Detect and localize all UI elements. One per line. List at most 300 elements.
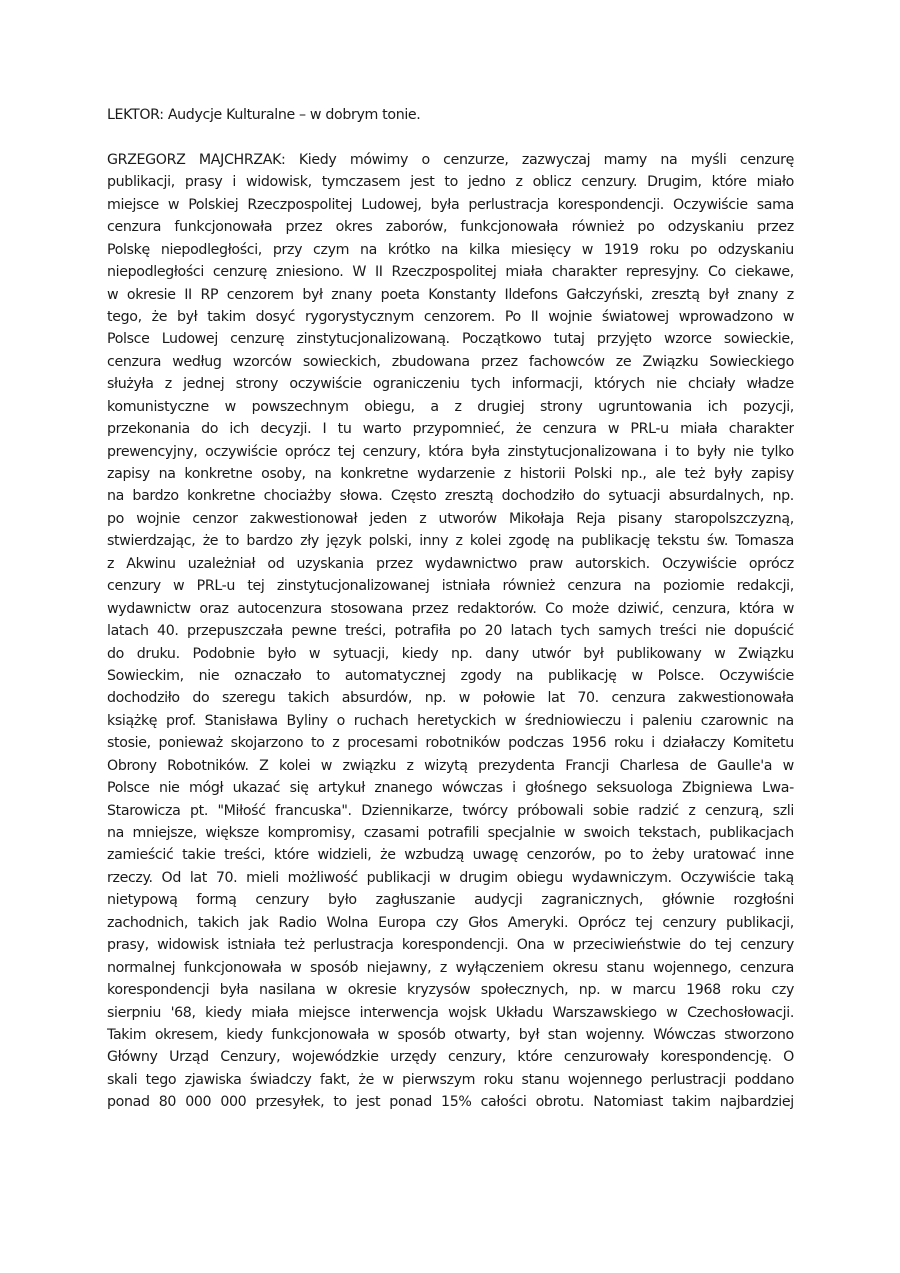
word: w [666, 1004, 678, 1021]
word: wojewódzkie [291, 1049, 379, 1066]
word: całości [480, 1094, 527, 1111]
word: które [711, 174, 747, 191]
word: Akwinu [126, 555, 176, 572]
word: jak [248, 914, 269, 931]
word: książkę [107, 712, 158, 729]
word: mamy [603, 151, 647, 168]
body-paragraph [107, 149, 794, 1114]
word: również [571, 219, 625, 236]
word: okresie [126, 286, 176, 303]
body-line [107, 508, 794, 530]
word: nietypową [107, 892, 178, 909]
word: chciały [688, 376, 736, 393]
word: dosyć [255, 308, 296, 325]
word: wówczas [441, 780, 503, 797]
word: poeta [380, 286, 420, 303]
word: niejawny, [366, 959, 432, 976]
word: w [173, 578, 185, 595]
word: kiedy [226, 1026, 263, 1043]
word: audycji [474, 892, 523, 909]
word: z [786, 286, 794, 303]
word: był [302, 286, 323, 303]
word: sytuacji [608, 488, 661, 505]
word: Lwa- [761, 780, 794, 797]
word: była [471, 443, 500, 460]
body-line [107, 957, 794, 979]
word: zakwestionował [249, 510, 358, 527]
word: na [556, 533, 574, 550]
word: do [689, 937, 707, 954]
word: rozgłośni [733, 892, 794, 909]
word: Europa [378, 914, 426, 931]
word: z [107, 555, 115, 572]
word: historii [519, 466, 566, 483]
word: latach [107, 623, 149, 640]
word: 1919 [603, 241, 639, 258]
body-line [107, 687, 794, 709]
word: na [660, 151, 678, 168]
word: O [783, 1049, 794, 1066]
word: Tomasza [735, 533, 794, 550]
word: okresem, [154, 1026, 218, 1043]
word: nie [656, 376, 677, 393]
word: Polsce. [657, 667, 705, 684]
word: oczywiście [205, 443, 278, 460]
word: strony [235, 376, 279, 393]
word: stanu [606, 959, 645, 976]
word: absurdalnych, [668, 488, 765, 505]
word: cenzury [255, 892, 310, 909]
word: Związku [738, 645, 794, 662]
word: utwór [531, 645, 571, 662]
word: też [284, 937, 305, 954]
word: tymczasem [321, 174, 401, 191]
body-line [107, 194, 794, 216]
word: samych [598, 623, 652, 640]
word: Ludowej [161, 331, 218, 348]
word: interwencja [359, 1004, 439, 1021]
word: funkcjonowała [174, 219, 273, 236]
word: de [689, 757, 707, 774]
word: w [382, 1071, 394, 1088]
word: która [428, 443, 464, 460]
word: zamieścić [107, 847, 174, 864]
word: wyłączeniem [455, 959, 544, 976]
body-line [107, 149, 794, 171]
word: mieli [246, 869, 279, 886]
word: decyzji. [260, 421, 312, 438]
word: konkretne [184, 466, 253, 483]
word: odzyskaniu [717, 241, 794, 258]
word: roku [613, 735, 644, 752]
word: głośnego [525, 780, 587, 797]
word: na [158, 466, 176, 483]
word: 15% [441, 1094, 472, 1111]
word: wzbudzą [404, 847, 464, 864]
word: funkcjonowała [460, 219, 559, 236]
word: wydawniczym. [571, 869, 672, 886]
word: komunistyczne [107, 398, 209, 415]
word: był [518, 1026, 540, 1043]
word: konkretne [340, 466, 409, 483]
word: według [172, 353, 222, 370]
word: od [267, 555, 285, 572]
word: np. [578, 982, 601, 999]
word: takich [288, 690, 330, 707]
word: w [458, 690, 471, 707]
word: Starowicza [107, 802, 181, 819]
body-line [107, 351, 794, 373]
word: zagłuszanie [375, 892, 456, 909]
word: publikowany [616, 645, 702, 662]
word: okresie [347, 982, 397, 999]
word: widzieli, [317, 847, 372, 864]
word: strony [540, 398, 583, 415]
word: tylko [761, 443, 794, 460]
word: 20 [484, 623, 503, 640]
word: cenzura [107, 353, 162, 370]
word: Co [545, 600, 564, 617]
word: to [629, 847, 644, 864]
word: Ameryki. [507, 914, 569, 931]
word: twórcy [462, 802, 508, 819]
body-line [107, 867, 794, 889]
word: słowa. [339, 488, 383, 505]
word: oczywiście [289, 376, 362, 393]
word: latach [510, 623, 553, 640]
word: 70. [215, 869, 238, 886]
word: roku [483, 1071, 514, 1088]
word: uratować [692, 847, 756, 864]
word: Oczywiście [672, 196, 748, 213]
word: drugim [459, 869, 508, 886]
word: II [374, 264, 383, 281]
word: miała [505, 264, 543, 281]
word: tutaj [553, 331, 585, 348]
word: ale [655, 466, 676, 483]
word: z [503, 466, 511, 483]
word: Drugim, [647, 174, 702, 191]
word: Mikołaja [508, 510, 565, 527]
word: że [151, 308, 168, 325]
word: Podobnie [192, 645, 255, 662]
word: tej [337, 443, 355, 460]
word: ponad [389, 1094, 432, 1111]
word: o [421, 151, 430, 168]
word: społecznych, [480, 982, 569, 999]
word: znanego [374, 780, 433, 797]
word: wojnie [136, 510, 180, 527]
word: wojsk [448, 1004, 487, 1021]
word: znany [737, 286, 779, 303]
body-line [107, 934, 794, 956]
word: Reja [576, 510, 606, 527]
word: 1956 [571, 735, 607, 752]
word: dziwić, [617, 600, 664, 617]
word: krótko [387, 241, 431, 258]
word: sama [756, 196, 794, 213]
word: jednej [183, 376, 225, 393]
word: obiegu, [364, 398, 415, 415]
body-line [107, 844, 794, 866]
word: Obrony [107, 757, 157, 774]
word: sobie [592, 802, 629, 819]
word: takim [207, 308, 246, 325]
word: takim [672, 1094, 711, 1111]
word: a [430, 398, 439, 415]
word: zinstytucjonalizowaną. [296, 331, 450, 348]
body-line [107, 1091, 794, 1113]
word: uzależniał [187, 555, 256, 572]
word: informacji, [511, 376, 583, 393]
word: miało [756, 174, 794, 191]
word: które [273, 847, 309, 864]
word: prewencyjny, [107, 443, 198, 460]
word: Sowieckim, [107, 667, 184, 684]
word: to [444, 174, 458, 191]
word: żeby [652, 847, 685, 864]
word: 000 [185, 1094, 212, 1111]
word: Głos [468, 914, 498, 931]
word: roku [649, 241, 680, 258]
word: na [107, 825, 124, 842]
word: było [328, 892, 357, 909]
word: powszechnym [251, 398, 349, 415]
word: sposób [310, 959, 359, 976]
word: najbardziej [719, 1094, 794, 1111]
word: Ludowej, [361, 196, 422, 213]
word: zjawiska [184, 1071, 242, 1088]
word: szli [772, 802, 794, 819]
word: cenzurze, [443, 151, 509, 168]
word: 40. [157, 623, 179, 640]
word: dochodziło [501, 488, 575, 505]
word: miejsce [107, 196, 159, 213]
word: się [289, 780, 309, 797]
word: zresztą [444, 488, 494, 505]
word: Cenzury, [220, 1049, 281, 1066]
body-line [107, 485, 794, 507]
body-line [107, 755, 794, 777]
word: skojarzono [230, 735, 304, 752]
word: możliwość [287, 869, 358, 886]
word: związku [342, 757, 396, 774]
word: z [332, 735, 340, 752]
word: treści, [345, 623, 387, 640]
word: wojnie [548, 308, 593, 325]
word: i [512, 780, 516, 797]
word: tekstach, [638, 825, 701, 842]
word: czasami [363, 825, 420, 842]
word: podczas [508, 735, 564, 752]
word: cenzury [662, 914, 717, 931]
word: w [610, 982, 623, 999]
word: niepodległości, [160, 241, 262, 258]
word: miała [251, 1004, 289, 1021]
word: że [202, 533, 219, 550]
word: cenzura, [672, 600, 731, 617]
word: oblicz [532, 174, 572, 191]
word: ze [615, 353, 632, 370]
word: Dziennikarze, [361, 802, 453, 819]
word: cenzorem. [423, 308, 495, 325]
word: z [406, 757, 414, 774]
word: cenzura [739, 959, 794, 976]
word: i [232, 174, 237, 191]
word: Gaulle'a [717, 757, 773, 774]
word: stosowana [330, 600, 403, 617]
word: prasy [184, 174, 223, 191]
word: cenzorów, [526, 847, 596, 864]
word: wprowadzono [678, 308, 773, 325]
word: robotników [425, 735, 501, 752]
word: Natomiast [593, 1094, 664, 1111]
word: charakter [728, 421, 794, 438]
word: Związku [642, 353, 699, 370]
word: w [782, 308, 794, 325]
word: głównie [661, 892, 715, 909]
word: radzić [638, 802, 679, 819]
body-line [107, 284, 794, 306]
word: Rzeczpospolitej [247, 196, 353, 213]
word: miała [680, 421, 718, 438]
word: heretyckich [417, 712, 496, 729]
word: zgody [460, 667, 502, 684]
word: poziomie [662, 578, 725, 595]
word: tego [145, 1071, 177, 1088]
word: prezydenta [478, 757, 555, 774]
word: praw [529, 555, 563, 572]
word: RP [200, 286, 219, 303]
word: automatycznej [344, 667, 446, 684]
word: zinstytucjonalizowanej [276, 578, 430, 595]
body-line [107, 530, 794, 552]
word: Polskiej [188, 196, 239, 213]
word: Po [504, 308, 521, 325]
word: było [267, 645, 297, 662]
word: cenzurę [230, 331, 285, 348]
word: tych [470, 376, 501, 393]
word: Układu [495, 1004, 544, 1021]
word: Początkowo [461, 331, 542, 348]
word: po [637, 219, 655, 236]
word: zakwestionowała [678, 690, 794, 707]
body-line [107, 441, 794, 463]
word: większe [205, 825, 260, 842]
word: Polsce [107, 780, 150, 797]
word: potrafili [427, 825, 480, 842]
word: w [308, 645, 321, 662]
word: Oczywiście [680, 869, 756, 886]
word: może [571, 600, 609, 617]
word: wydarzenie [417, 466, 495, 483]
word: normalnej [107, 959, 176, 976]
word: poddano [734, 1071, 794, 1088]
body-line [107, 396, 794, 418]
word: tej [714, 937, 732, 954]
word: przypomnieć, [412, 421, 505, 438]
body-line [107, 463, 794, 485]
word: do [192, 690, 210, 707]
word: ponad [107, 1094, 150, 1111]
word: perlustracja [468, 196, 549, 213]
word: czym [313, 241, 350, 258]
word: na [776, 712, 794, 729]
word: przez [757, 219, 794, 236]
word: cenzura [611, 690, 666, 707]
word: ich [707, 398, 728, 415]
word: korespondencji. [401, 937, 509, 954]
word: korespondencji [107, 982, 210, 999]
word: po [689, 241, 707, 258]
word: funkcjonowała [271, 1026, 370, 1043]
word: odzyskaniu [667, 219, 744, 236]
word: w [782, 757, 794, 774]
word: utworów [438, 510, 497, 527]
word: zbudowana [391, 353, 470, 370]
word: treści [659, 623, 697, 640]
word: na [516, 667, 534, 684]
word: artykuł [318, 780, 365, 797]
word: Czechosłowacji. [687, 1004, 794, 1021]
word: funkcjonowała [183, 959, 282, 976]
word: prasy, [107, 937, 149, 954]
word: z [455, 533, 463, 550]
body-line [107, 643, 794, 665]
word: ich [229, 421, 250, 438]
word: nie [198, 667, 220, 684]
word: która [738, 600, 775, 617]
word: cenzorem [226, 286, 294, 303]
word: cenzury, [447, 1049, 506, 1066]
word: skali [107, 1071, 138, 1088]
word: jedno [467, 174, 506, 191]
word: na [441, 241, 459, 258]
word: Z [259, 757, 269, 774]
word: przepuszczała [186, 623, 283, 640]
word: cenzura [542, 421, 597, 438]
word: I [322, 421, 327, 438]
word: okresu [552, 959, 598, 976]
body-line [107, 575, 794, 597]
word: Konstanty [428, 286, 496, 303]
word: w [167, 196, 180, 213]
word: Często [390, 488, 437, 505]
word: była [219, 982, 249, 999]
word: również [502, 578, 556, 595]
word: kilka [468, 241, 500, 258]
word: miejsce [298, 1004, 351, 1021]
word: obiegu [516, 869, 563, 886]
word: Zbigniewa [682, 780, 753, 797]
word: korespondencję. [660, 1049, 772, 1066]
word: osoby, [261, 466, 306, 483]
word: rygorystycznym [304, 308, 415, 325]
word: bardzo [246, 533, 293, 550]
word: polski, [368, 533, 412, 550]
word: i [651, 735, 655, 752]
word: treści, [224, 847, 266, 864]
word: istniała [227, 937, 276, 954]
word: po [107, 510, 124, 527]
word: staropolszczyzną, [674, 510, 794, 527]
word: był [708, 286, 729, 303]
word: oprócz [285, 443, 331, 460]
word: była [430, 196, 460, 213]
word: z [164, 376, 172, 393]
word: specjalnie [487, 825, 556, 842]
word: 000 [220, 1094, 247, 1111]
